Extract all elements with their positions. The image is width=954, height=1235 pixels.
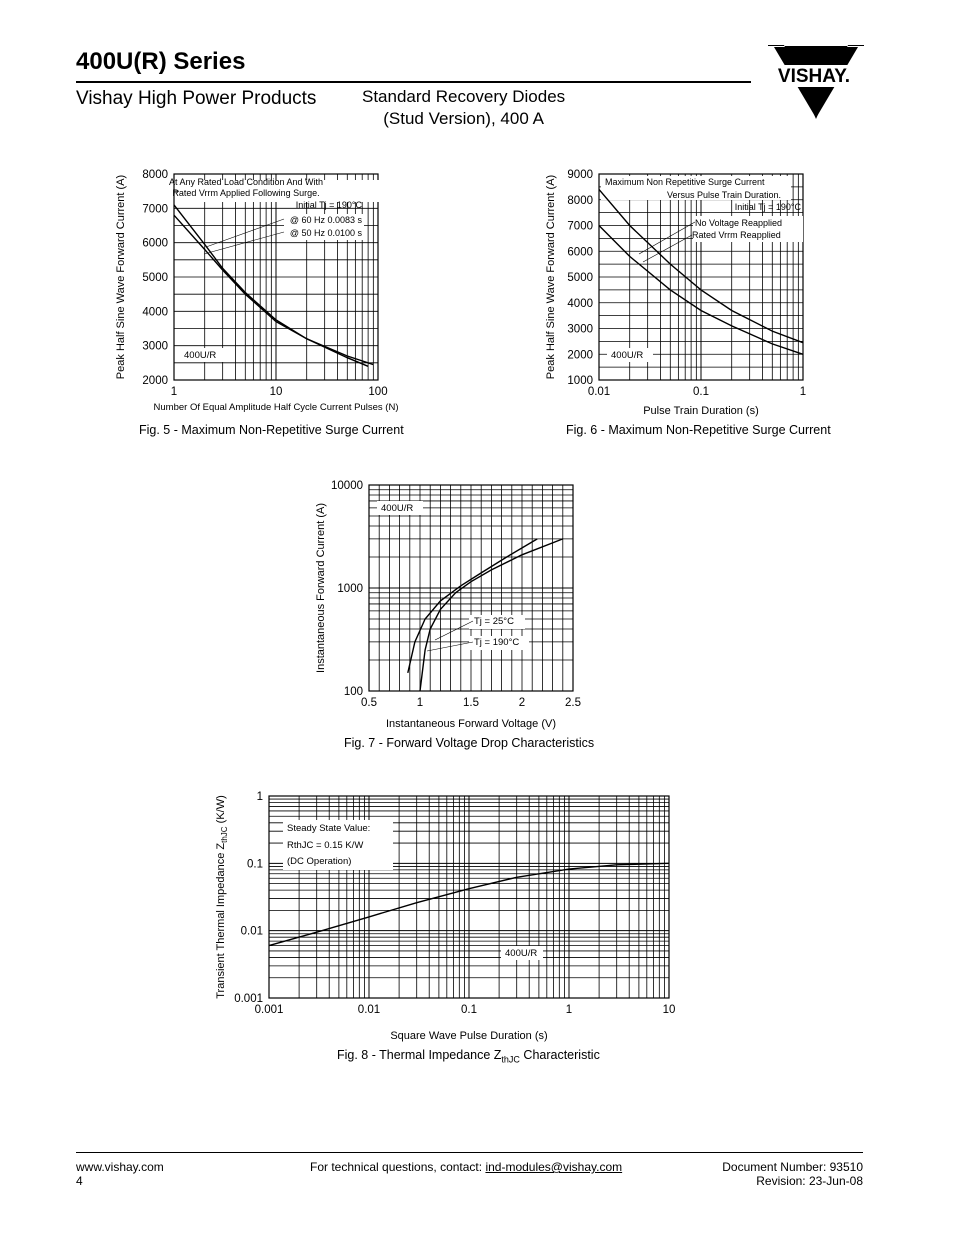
y-tick-label: 8000: [142, 169, 168, 181]
company-name: Vishay High Power Products: [76, 88, 317, 109]
annotation-text: @ 50 Hz 0.0100 s: [289, 228, 362, 238]
fig8-caption-main: Fig. 8 - Thermal Impedance Z: [337, 1048, 502, 1062]
footer-right: [722, 1160, 863, 1188]
x-tick-label: 0.1: [461, 1004, 477, 1016]
footer-left: [76, 1160, 164, 1188]
y-tick-label: 1000: [567, 375, 593, 387]
x-tick-label: 1: [416, 697, 424, 709]
y-tick-label: 3000: [567, 323, 593, 336]
x-axis-label: Square Wave Pulse Duration (s): [390, 1030, 548, 1042]
fig7-caption: Fig. 7 - Forward Voltage Drop Characteristics: [344, 736, 595, 750]
annotation-text: RthJC = 0.15 K/W: [287, 840, 364, 851]
y-axis-label: Peak Half Sine Wave Forward Current (A): [545, 174, 557, 380]
x-tick-label: 10: [662, 1004, 676, 1016]
x-tick-label: 10: [269, 386, 283, 398]
y-tick-label: 6000: [142, 237, 168, 250]
annotation-text: No Voltage Reapplied: [695, 218, 783, 228]
fig8-caption-end: Characteristic: [519, 1048, 600, 1062]
x-tick-label: 0.5: [361, 697, 377, 709]
y-tick-label: 0.01: [240, 925, 263, 938]
x-tick-label: 0.1: [693, 386, 709, 398]
x-tick-label: 2.5: [565, 697, 581, 709]
annotation-text: @ 60 Hz 0.0083 s: [289, 215, 362, 225]
vishay-logo: [768, 45, 864, 119]
footer-doc-number: Document Number: 93510: [722, 1160, 863, 1174]
logo-text: VISHAY.: [777, 66, 851, 87]
x-tick-label: 0.01: [357, 1004, 381, 1016]
y-tick-label: 1: [256, 791, 263, 803]
footer-page-number: 4: [76, 1174, 83, 1188]
series-line-2: [408, 539, 538, 673]
footer-divider: [76, 1152, 863, 1153]
x-tick-label: 1.5: [463, 697, 479, 709]
annotation-text: Initial Tj = 190°C: [295, 200, 362, 210]
y-tick-label: 5000: [142, 272, 168, 284]
fig8-caption-sub: thJC: [501, 1054, 520, 1065]
y-tick-label: 2000: [142, 375, 168, 387]
annotation-text: 400U/R: [184, 350, 217, 361]
annotation-text: At Any Rated Load Condition And With: [168, 177, 324, 187]
x-tick-label: 2: [518, 697, 526, 709]
x-tick-label: 1: [799, 386, 807, 398]
y-axis-label: Peak Half Sine Wave Forward Current (A): [115, 174, 127, 380]
product-description: [362, 86, 565, 130]
y-axis-label: Instantaneous Forward Current (A): [315, 503, 327, 673]
y-tick-label: 7000: [142, 203, 168, 216]
annotation-text: (DC Operation): [287, 856, 352, 867]
x-tick-label: 100: [368, 386, 388, 398]
series-title: 400U(R) Series: [76, 48, 246, 75]
x-axis-label: Instantaneous Forward Voltage (V): [386, 718, 556, 730]
footer-revision: Revision: 23-Jun-08: [756, 1174, 863, 1188]
y-tick-label: 6000: [567, 246, 593, 259]
annotation-text: Initial Tj = 190°C: [734, 202, 801, 212]
annotation-leader: [643, 235, 692, 262]
y-tick-label: 7000: [567, 220, 593, 233]
y-tick-label: 9000: [567, 169, 593, 181]
y-tick-label: 1000: [337, 583, 363, 595]
y-tick-label: 0.001: [234, 993, 263, 1005]
fig8-chart: [210, 785, 690, 1045]
y-tick-label: 2000: [567, 349, 593, 362]
fig8-caption: [337, 1048, 600, 1065]
fig5-chart: [110, 165, 430, 420]
annotation-text: 400U/R: [611, 350, 644, 361]
x-axis-label: Pulse Train Duration (s): [643, 405, 759, 417]
annotation-text: Rated Vrrm Applied Following Surge.: [172, 188, 320, 198]
y-tick-label: 100: [343, 686, 363, 698]
y-tick-label: 0.1: [247, 858, 263, 871]
y-tick-label: 4000: [142, 306, 168, 319]
y-tick-label: 4000: [567, 297, 593, 310]
footer-email-link[interactable]: ind-modules@vishay.com: [485, 1160, 623, 1174]
product-line-1: Standard Recovery Diodes: [362, 87, 566, 106]
y-tick-label: 10000: [331, 480, 363, 492]
y-tick-label: 8000: [567, 194, 593, 207]
fig5-caption: Fig. 5 - Maximum Non-Repetitive Surge Current: [139, 423, 404, 437]
x-tick-label: 0.001: [254, 1004, 284, 1016]
y-tick-label: 5000: [567, 272, 593, 284]
fig6-chart: [540, 165, 820, 420]
footer-contact-label: For technical questions, contact:: [310, 1160, 486, 1174]
annotation-text: Maximum Non Repetitive Surge Current: [605, 177, 765, 187]
x-tick-label: 0.01: [587, 386, 611, 398]
annotation-text: Steady State Value:: [287, 823, 371, 834]
x-axis-label: Number Of Equal Amplitude Half Cycle Current Pulses (N): [153, 402, 399, 413]
x-tick-label: 1: [565, 1004, 573, 1016]
annotation-text: Rated Vrrm Reapplied: [692, 230, 781, 240]
annotation-text: Versus Pulse Train Duration.: [666, 190, 781, 200]
footer-contact: [310, 1160, 622, 1174]
y-tick-label: 3000: [142, 340, 168, 353]
annotation-text: 400U/R: [381, 503, 414, 514]
annotation-text: Tj = 25°C: [474, 616, 514, 627]
footer-website-link[interactable]: www.vishay.com: [76, 1160, 164, 1174]
y-axis-label: Transient Thermal Impedance $Z_{thJC}$ (K/W): [215, 795, 229, 999]
fig6-caption: Fig. 6 - Maximum Non-Repetitive Surge Current: [566, 423, 831, 437]
header-divider: [76, 81, 751, 83]
annotation-text: Tj = 190°C: [474, 637, 520, 648]
product-line-2: (Stud Version), 400 A: [383, 109, 544, 128]
fig7-chart: [310, 475, 590, 737]
x-tick-label: 1: [170, 386, 178, 398]
annotation-leader: [427, 642, 473, 651]
annotation-text: 400U/R: [505, 948, 538, 959]
